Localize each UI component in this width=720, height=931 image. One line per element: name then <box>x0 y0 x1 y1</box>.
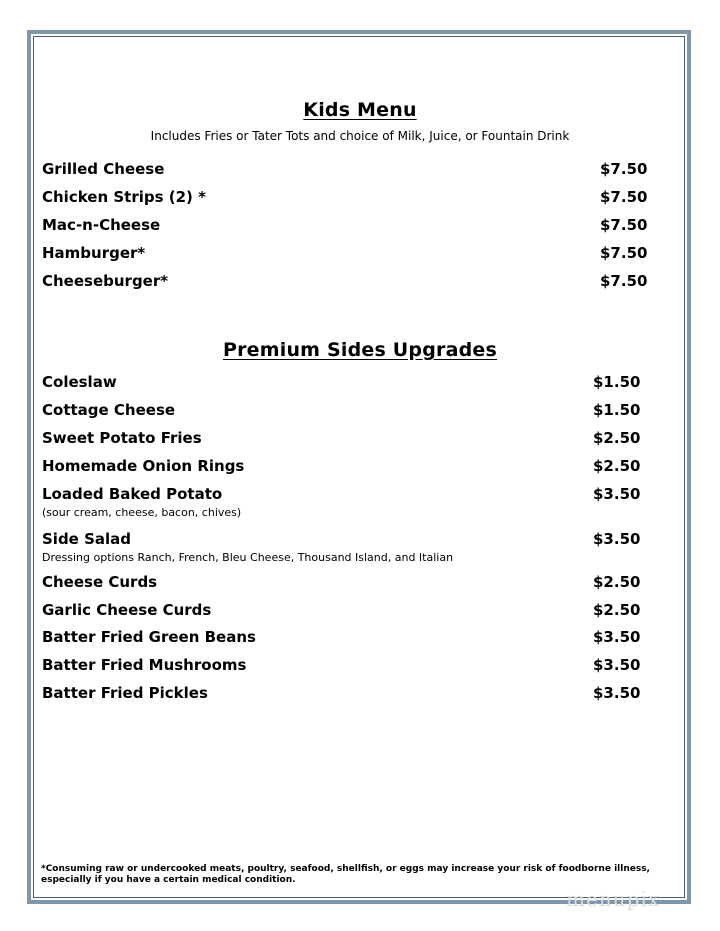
kids-item-name: Cheeseburger* <box>42 272 169 290</box>
side-item-price: $3.50 <box>593 530 641 548</box>
side-item-price: $2.50 <box>593 457 641 475</box>
side-item-name: Batter Fried Pickles <box>42 684 208 702</box>
side-item-name: Sweet Potato Fries <box>42 429 202 447</box>
side-item-note: (sour cream, cheese, bacon, chives) <box>42 506 242 519</box>
side-item-price: $3.50 <box>593 684 641 702</box>
side-item-name: Loaded Baked Potato <box>42 485 223 503</box>
side-item-price: $3.50 <box>593 485 641 503</box>
kids-item-price: $7.50 <box>600 272 648 290</box>
side-item-price: $1.50 <box>593 401 641 419</box>
menupix-watermark: menupix <box>566 887 661 911</box>
side-item-name: Homemade Onion Rings <box>42 457 245 475</box>
side-item-price: $2.50 <box>593 429 641 447</box>
foodborne-illness-disclaimer: *Consuming raw or undercooked meats, poultry, seafood, shellfish, or eggs may increase your risk of foodborne illness, especially if you have a certain medical condition. <box>41 864 650 885</box>
kids-item-name: Grilled Cheese <box>42 160 165 178</box>
side-item-note: Dressing options Ranch, French, Bleu Cheese, Thousand Island, and Italian <box>42 551 454 564</box>
kids-item-name: Hamburger* <box>42 244 146 262</box>
side-item-price: $3.50 <box>593 628 641 646</box>
side-item-price: $1.50 <box>593 373 641 391</box>
kids-item-price: $7.50 <box>600 216 648 234</box>
kids-item-name: Chicken Strips (2) * <box>42 188 206 206</box>
side-item-price: $3.50 <box>593 656 641 674</box>
side-item-name: Batter Fried Mushrooms <box>42 656 247 674</box>
kids-item-price: $7.50 <box>600 244 648 262</box>
side-item-name: Garlic Cheese Curds <box>42 601 212 619</box>
kids-item-price: $7.50 <box>600 188 648 206</box>
side-item-name: Coleslaw <box>42 373 117 391</box>
kids-menu-subtitle: Includes Fries or Tater Tots and choice of Milk, Juice, or Fountain Drink <box>150 129 570 143</box>
kids-item-name: Mac-n-Cheese <box>42 216 161 234</box>
premium-sides-title: Premium Sides Upgrades <box>222 339 498 361</box>
side-item-price: $2.50 <box>593 573 641 591</box>
side-item-name: Cheese Curds <box>42 573 158 591</box>
side-item-name: Batter Fried Green Beans <box>42 628 256 646</box>
kids-menu-title: Kids Menu <box>303 99 417 121</box>
side-item-name: Cottage Cheese <box>42 401 176 419</box>
side-item-name: Side Salad <box>42 530 132 548</box>
kids-item-price: $7.50 <box>600 160 648 178</box>
side-item-price: $2.50 <box>593 601 641 619</box>
